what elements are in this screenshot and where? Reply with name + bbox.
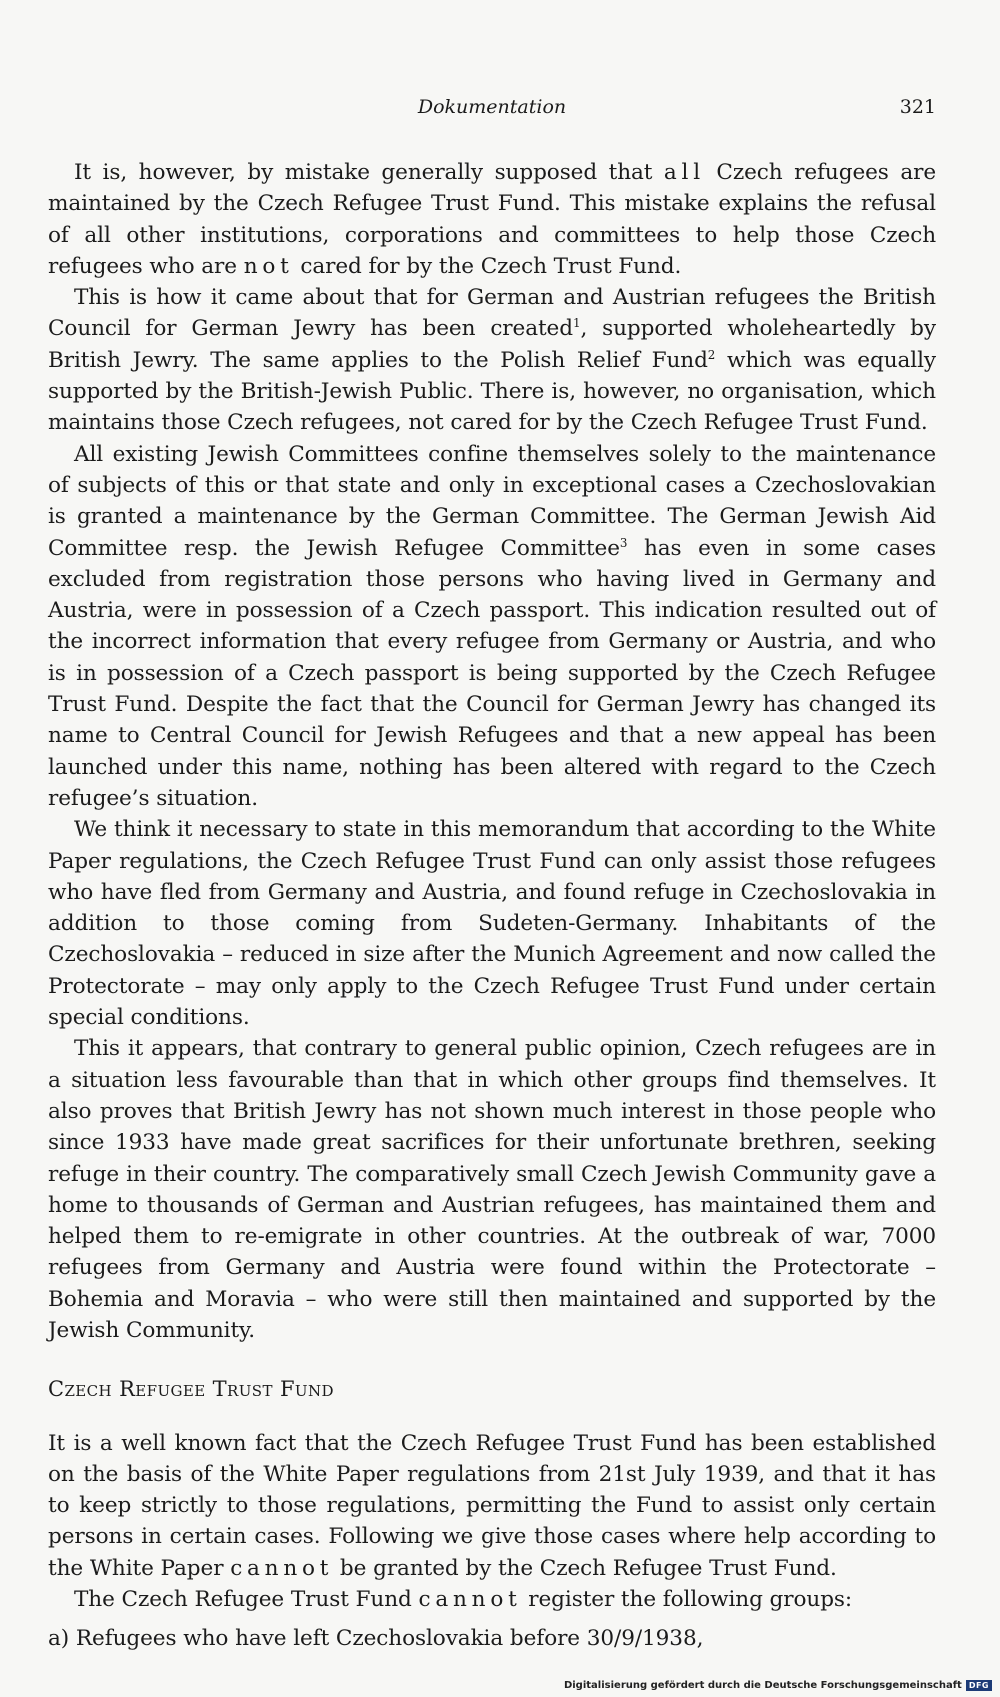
text-run: which was equally supported by the British-Jewish Public. There is, however, no organisation, which maintains those Czech refugees, not cared for by the Czech Refugee Trust Fund. bbox=[48, 347, 936, 436]
text-run: be granted by the Czech Refugee Trust Fund. bbox=[333, 1555, 837, 1581]
paragraph-7 bbox=[48, 1584, 936, 1615]
paragraph-5: This it appears, that contrary to general public opinion, Czech refugees are in a situation less favourable than that in which other groups find themselves. It also proves that British Jewry has not shown much interest in those people who since 1933 have made great sacrifices for their unfortunate brethren, seeking refuge in their country. The comparatively small Czech Jewish Community gave a home to thousands of German and Austrian refugees, has maintained them and helped them to re-emigrate in other countries. At the outbreak of war, 7000 refugees from Germany and Austria were found within the Protectorate – Bohemia and Moravia – who were still then maintained and supported by the Jewish Community. bbox=[48, 1036, 936, 1343]
footnote-ref-2[interactable]: 2 bbox=[707, 347, 716, 362]
running-title: Dokumentation bbox=[417, 96, 567, 118]
emphasis-spaced: not bbox=[243, 253, 294, 279]
list-item-a: a) Refugees who have left Czechoslovakia before 30/9/1938, bbox=[48, 1626, 704, 1652]
text-run: The Czech Refugee Trust Fund bbox=[74, 1587, 419, 1613]
footer-text: Digitalisierung gefördert durch die Deutsche Forschungsgemeinschaft bbox=[563, 1680, 962, 1691]
paragraph-1 bbox=[48, 157, 936, 282]
emphasis-spaced: cannot bbox=[418, 1587, 522, 1613]
paragraph-3 bbox=[48, 439, 936, 815]
footnote-ref-1[interactable]: 1 bbox=[572, 316, 581, 331]
text-run: All existing Jewish Committees confine themselves solely to the maintenance of subjects of this or that state and only in exceptional cases a Czechoslovakian is granted a maintenance by the German Committee. The German Jewish Aid Committee resp. the Jewish Refugee Committee bbox=[48, 441, 936, 561]
emphasis-spaced: cannot bbox=[230, 1555, 334, 1581]
dfg-logo: DFG bbox=[966, 1680, 992, 1691]
text-run: This is how it came about that for German and Austrian refugees the British Council for German Jewry has been created bbox=[48, 285, 936, 342]
paragraph-2 bbox=[48, 282, 936, 438]
body-text bbox=[48, 157, 936, 1655]
text-run: It is a well known fact that the Czech Refugee Trust Fund has been established on the basis of the White Paper regulations from 21st July 1939, and that it has to keep strictly to those regulations, permitting the Fund to assist only certain persons in certain cases. Following we give those cases where help according to the White Paper bbox=[48, 1430, 936, 1581]
footer-attribution bbox=[564, 1680, 992, 1691]
text-run: , supported wholeheartedly by British Jewry. The same applies to the Polish Relief Fund bbox=[48, 316, 936, 373]
text-run: register the following groups: bbox=[521, 1587, 853, 1613]
page-number: 321 bbox=[899, 96, 936, 118]
paragraph-6 bbox=[48, 1428, 936, 1584]
footnote-ref-3[interactable]: 3 bbox=[619, 535, 628, 550]
text-run: Czech refugees are maintained by the Czech Refugee Trust Fund. This mistake explains the refusal of all other institutions, corporations and committees to help those Czech refugees who are bbox=[48, 160, 937, 279]
page-header bbox=[48, 96, 936, 128]
section-heading: Czech Refugee Trust Fund bbox=[48, 1377, 334, 1402]
text-run: cared for by the Czech Trust Fund. bbox=[293, 253, 682, 279]
text-run: It is, however, by mistake generally supposed that bbox=[74, 160, 664, 185]
emphasis-spaced: all bbox=[663, 160, 705, 185]
text-run: has even in some cases excluded from registration those persons who having lived in Germany and Austria, were in possession of a Czech passport. This indication resulted out of the incorrect information that every refugee from Germany or Austria, and who is in possession of a Czech passport is being supported by the Czech Refugee Trust Fund. Despite the fact that the Council for German Jewry has changed its name to Central Council for Jewish Refugees and that a new appeal has been launched under this name, nothing has been altered with regard to the Czech refugee’s situation. bbox=[48, 535, 936, 811]
paragraph-4: We think it necessary to state in this memorandum that according to the White Paper regulations, the Czech Refugee Trust Fund can only assist those refugees who have fled from Germany and Austria, and found refuge in Czechoslovakia in addition to those coming from Sudeten-Germany. Inhabitants of the Czechoslovakia – reduced in size after the Munich Agreement and now called the Protectorate – may only apply to the Czech Refugee Trust Fund under certain special conditions. bbox=[48, 817, 936, 1031]
